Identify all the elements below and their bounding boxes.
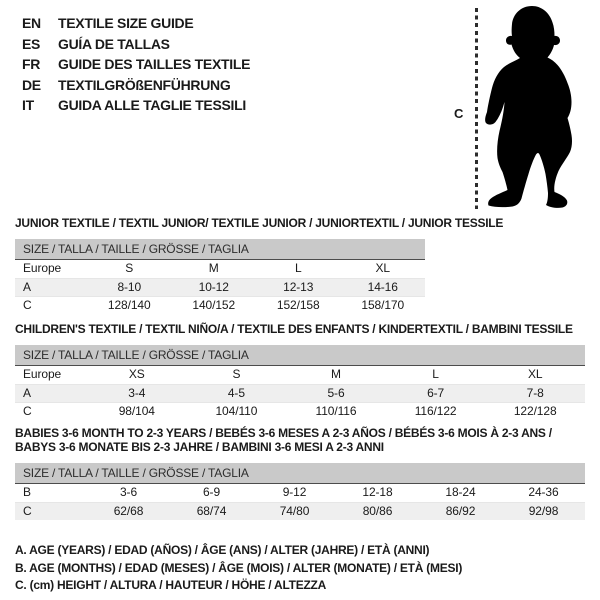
size-header-bar: SIZE / TALLA / TAILLE / GRÖSSE / TAGLIA — [15, 463, 585, 484]
footnote: A. AGE (YEARS) / EDAD (AÑOS) / ÂGE (ANS) / ALTER (JAHRE) / ETÀ (ANNI) — [15, 543, 430, 557]
table-cell: S — [232, 367, 241, 382]
size-header-bar: SIZE / TALLA / TAILLE / GRÖSSE / TAGLIA — [15, 239, 425, 260]
table-cell: 68/74 — [196, 503, 227, 518]
language-label: TEXTILGRÖßENFÜHRUNG — [58, 76, 231, 93]
table-title-line: BABYS 3-6 MONATE BIS 2-3 JAHRE / BAMBINI 3-6 MESI A 2-3 ANNI — [15, 440, 384, 454]
table-row — [15, 484, 585, 502]
table-cell: XL — [375, 261, 390, 276]
table-row — [15, 402, 585, 421]
table-row — [15, 502, 585, 521]
table-cell: 122/128 — [513, 404, 557, 419]
table-title — [15, 322, 585, 336]
row-label: C — [23, 503, 32, 518]
table-row — [15, 384, 585, 403]
table-row — [15, 296, 425, 315]
table-body — [15, 260, 425, 315]
table-cell: 86/92 — [445, 503, 476, 518]
language-row — [22, 13, 250, 34]
row-label: A — [23, 385, 31, 400]
table-cell: 5-6 — [327, 385, 345, 400]
table-cell: 128/140 — [107, 298, 151, 313]
table-cell: 3-4 — [128, 385, 146, 400]
table-cell: L — [294, 261, 302, 276]
table-title — [15, 216, 504, 230]
table-cell: L — [432, 367, 439, 382]
table-title-line: BABIES 3-6 MONTH TO 2-3 YEARS / BEBÉS 3-6 MESES A 2-3 AÑOS / BÉBÉS 3-6 MOIS À 2-3 ANS / — [15, 426, 552, 440]
table-cell: 104/110 — [215, 404, 258, 419]
table-cell: 7-8 — [526, 385, 544, 400]
language-row — [22, 95, 250, 116]
row-label: A — [23, 279, 31, 294]
table-cell: XS — [128, 367, 145, 382]
footnote: B. AGE (MONTHS) / EDAD (MESES) / ÂGE (MOIS) / ALTER (MONATE) / ETÀ (MESI) — [15, 560, 463, 575]
language-code: EN — [22, 15, 41, 31]
table-cell: M — [331, 367, 341, 382]
language-list — [22, 13, 250, 116]
language-label: GUIDA ALLE TAGLIE TESSILI — [58, 97, 246, 113]
table-cell: 8-10 — [117, 279, 142, 294]
size-table-babies — [15, 426, 585, 520]
table-cell: 9-12 — [282, 485, 307, 500]
table-cell: XL — [527, 367, 543, 382]
table-cell: 12-18 — [362, 485, 393, 500]
table-cell: 18-24 — [445, 485, 476, 500]
row-label: C — [23, 404, 32, 419]
footnotes — [15, 542, 462, 595]
table-body — [15, 484, 585, 520]
table-cell: M — [208, 261, 219, 276]
table-cell: 92/98 — [528, 503, 559, 518]
footnote: C. (cm) HEIGHT / ALTURA / HAUTEUR / HÖHE / ALTEZZA — [15, 578, 327, 592]
table-cell: 98/104 — [118, 404, 155, 419]
table-columns-row — [15, 366, 585, 384]
table-cell: 6-9 — [202, 485, 221, 500]
table-cell: 14-16 — [367, 279, 398, 294]
table-cell: 4-5 — [227, 385, 245, 400]
table-cell: 152/158 — [276, 298, 320, 313]
language-label: GUÍA DE TALLAS — [58, 35, 170, 52]
table-cell: 74/80 — [279, 503, 310, 518]
table-cell: S — [125, 261, 134, 276]
table-title-line: CHILDREN'S TEXTILE / TEXTIL NIÑO/A / TEXTILE DES ENFANTS / KINDERTEXTIL / BAMBINI TESSILE — [15, 322, 573, 336]
table-cell: 80/86 — [362, 503, 393, 518]
table-cell: 62/68 — [113, 503, 144, 518]
row-label: Europe — [23, 261, 62, 276]
baby-silhouette-icon — [484, 6, 590, 208]
table-title — [15, 426, 585, 454]
table-cell: 3-6 — [119, 485, 138, 500]
size-header-bar: SIZE / TALLA / TAILLE / GRÖSSE / TAGLIA — [15, 345, 585, 366]
table-columns-row — [15, 260, 425, 278]
row-label: B — [23, 485, 31, 500]
table-cell: 24-36 — [528, 485, 559, 500]
measure-label-c: C — [454, 106, 464, 121]
language-label: GUIDE DES TAILLES TEXTILE — [58, 56, 251, 72]
size-table-junior — [15, 216, 504, 315]
table-cell: 12-13 — [283, 279, 314, 294]
language-code: IT — [22, 97, 34, 113]
table-cell: 10-12 — [198, 279, 229, 294]
table-cell: 158/170 — [361, 298, 405, 313]
language-label: TEXTILE SIZE GUIDE — [58, 15, 194, 31]
language-row — [22, 34, 250, 55]
table-cell: 6-7 — [427, 385, 445, 400]
table-title-line: JUNIOR TEXTILE / TEXTIL JUNIOR/ TEXTILE JUNIOR / JUNIORTEXTIL / JUNIOR TESSILE — [15, 216, 504, 230]
language-code: ES — [22, 35, 41, 52]
language-row — [22, 75, 250, 96]
size-table-children — [15, 322, 585, 421]
table-cell: 110/116 — [315, 404, 357, 419]
table-body — [15, 366, 585, 421]
row-label: C — [23, 298, 32, 313]
language-row — [22, 54, 250, 75]
height-measure-line — [475, 8, 478, 209]
language-code: FR — [22, 56, 41, 72]
table-cell: 116/122 — [414, 404, 457, 419]
language-code: DE — [22, 76, 41, 93]
row-label: Europe — [23, 367, 62, 382]
table-row — [15, 278, 425, 297]
table-cell: 140/152 — [192, 298, 236, 313]
